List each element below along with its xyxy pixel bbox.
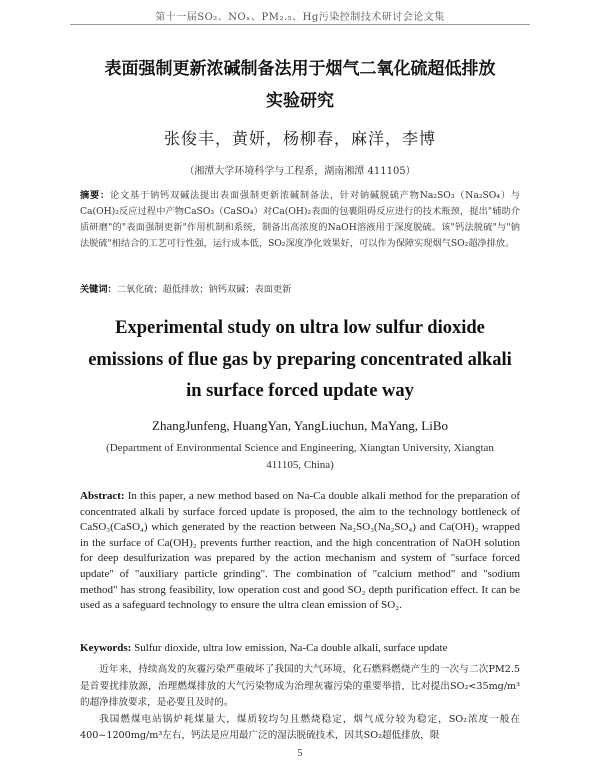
chinese-keywords-text: 二氧化硫；超低排放；钠钙双碱；表面更新	[116, 284, 292, 295]
header-rule	[70, 24, 530, 25]
body-paragraph-2: 我国燃煤电站锅炉耗煤量大，煤质较均匀且燃烧稳定，烟气成分较为稳定，SO₂浓度一般在400~1200mg/m³左右，钙法是应用最广泛的湿法脱硫技术，因其SO₂超低排放，限	[80, 713, 520, 741]
chinese-title-line-2: 实验研究	[266, 91, 334, 111]
english-abstract-label: Abstract:	[80, 490, 125, 502]
chinese-authors: 张俊丰，黄妍，杨柳春，麻洋，李博	[163, 129, 436, 148]
body-text	[80, 662, 520, 745]
english-abstract	[80, 489, 520, 614]
chinese-abstract-text: 论文基于钠钙双碱法提出表面强制更新浓碱制备法，针对钠碱脱硫产物Na₂SO₃（Na₂SO₄）与Ca(OH)₂反应过程中产物CaSO₃（CaSO₄）对Ca(OH)₂表面的包裹阻碍反应进行的技术瓶颈，提出"辅助介质研磨"的"表面强制更新"作用机制和系统，制备出高浓度的NaOH溶液用于深度脱硫。该"钙法脱硫"与"钠法脱硫"相结合的工艺可行性强，运行成本低，SO₂深度净化效果好，可以作为保障实现烟气SO₂超净排放。	[80, 190, 520, 249]
running-head: 第十一届SO₂、NOₓ、PM₂.₅、Hg污染控制技术研讨会论文集	[155, 12, 445, 23]
chinese-keywords	[80, 281, 520, 295]
body-paragraph-1: 近年来，持续高发的灰霾污染严重破坏了我国的大气环境，化石燃料燃烧产生的一次与二次PM2.5是首要扰排放源，治理燃煤排放的大气污染物成为治理灰霾污染的重要举措，比对提出SO₂<35mg/m³的超净排放要求，是必要且及时的。	[80, 664, 520, 708]
english-title-line-3: in surface forced update way	[186, 381, 414, 401]
chinese-title-line-1: 表面强制更新浓碱制备法用于烟气二氧化硫超低排放	[104, 59, 496, 79]
chinese-abstract-label: 摘要：	[80, 190, 110, 201]
english-keywords-text: Sulfur dioxide, ultra low emission, Na-Ca double alkali, surface update	[134, 642, 448, 654]
chinese-affiliation: （湘潭大学环境科学与工程系，湖南湘潭 411105）	[184, 166, 416, 177]
english-title-line-2: emissions of flue gas by preparing concentrated alkali	[88, 350, 512, 370]
chinese-keywords-label: 关键词：	[80, 284, 117, 295]
english-affiliation: (Department of Environmental Science and Engineering, Xiangtan University, Xiangtan 411105, China)	[106, 442, 494, 471]
page-number: 5	[297, 748, 303, 759]
english-keywords-label: Keywords:	[80, 642, 132, 654]
english-title-line-1: Experimental study on ultra low sulfur dioxide	[115, 318, 485, 338]
chinese-abstract	[80, 188, 520, 252]
english-authors: ZhangJunfeng, HuangYan, YangLiuchun, MaYang, LiBo	[152, 418, 448, 433]
english-abstract-text: In this paper, a new method based on Na-Ca double alkali method for the preparation of concentrated alkali by surface forced update is proposed, the aim to the technology bottleneck of CaSO₃(CaSO₄) which generated by the reaction between Na₂SO₃(Na₂SO₄) and Ca(OH)₂ wrapped in the surface of Ca(OH)₂ prevents further reaction, and the high concentration of NaOH solution for deep desulfurization was prepared by the action mechanism and system of "surface forced update" of "auxiliary particle grinding". The combination of "calcium method" and "sodium method" has strong feasibility, low operation cost and good SO₂ depth purification effect. It can be used as a safeguard technology to ensure the ultra clean emission of SO₂.	[80, 490, 520, 612]
english-keywords	[80, 642, 520, 654]
